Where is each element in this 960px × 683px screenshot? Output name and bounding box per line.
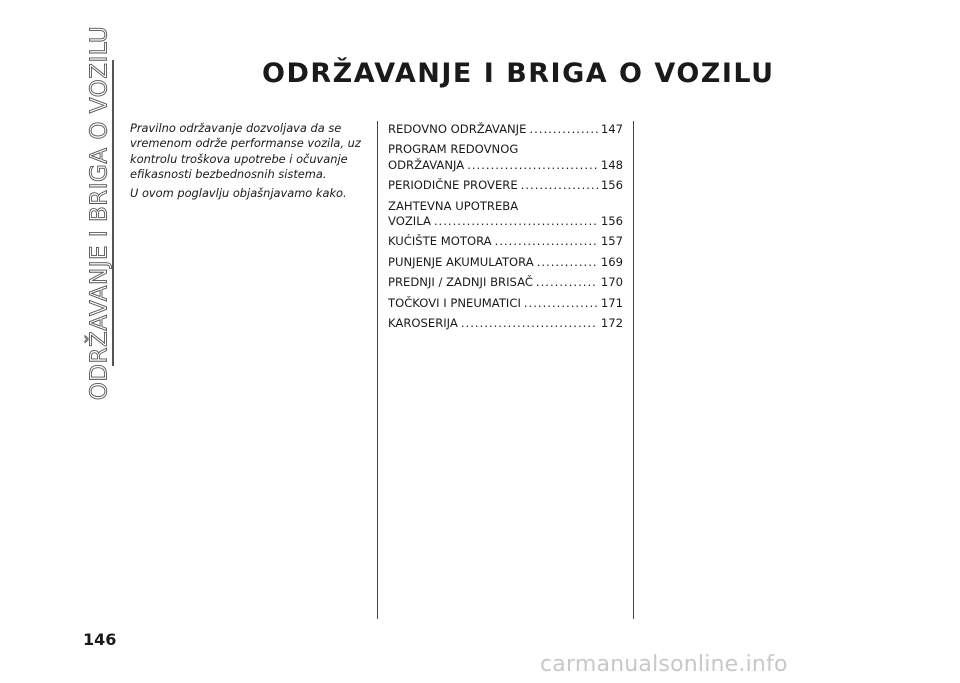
toc-leader: [434, 214, 598, 229]
intro-paragraph: U ovom poglavlju objašnjavamo kako.: [130, 186, 347, 201]
toc-leader: [537, 255, 598, 270]
section-tab-rule: [112, 60, 114, 366]
toc-entry-page: 172: [600, 316, 623, 331]
toc-entry[interactable]: [388, 199, 623, 230]
intro-text: [130, 121, 365, 205]
section-tab: [84, 25, 114, 401]
toc-entry-page: 170: [600, 275, 623, 290]
toc-entry-label: KAROSERIJA: [388, 316, 458, 331]
page-number: 146: [83, 630, 117, 649]
toc-entry[interactable]: [388, 296, 623, 311]
toc-leader: [524, 296, 598, 311]
toc-entry-page: 156: [600, 214, 623, 229]
toc-entry-label: VOZILA: [388, 214, 431, 229]
toc-entry[interactable]: [388, 255, 623, 270]
toc-entry[interactable]: [388, 316, 623, 331]
toc-entry[interactable]: [388, 122, 623, 137]
toc-entry-label: KUĆIŠTE MOTORA: [388, 234, 492, 249]
toc-leader: [536, 275, 598, 290]
intro-paragraph: Pravilno održavanje dozvoljava da se vremenom održe performanse vozila, uz kontrolu troškova upotrebe i očuvanje efikasnosti bezbednosnih sistema.: [130, 121, 361, 181]
toc-entry-page: 169: [600, 254, 623, 269]
toc-entry-label: TOČKOVI I PNEUMATICI: [388, 295, 521, 310]
toc-leader: [495, 234, 598, 249]
toc-entry-label-line1: PROGRAM REDOVNOG: [388, 142, 519, 157]
column-divider-left: [377, 121, 378, 619]
toc-leader: [467, 158, 598, 173]
table-of-contents: [388, 122, 623, 336]
toc-entry[interactable]: [388, 234, 623, 249]
watermark-text: carmanualsonline.info: [540, 652, 788, 677]
toc-entry-label: PREDNJI / ZADNJI BRISAČ: [388, 275, 533, 290]
toc-entry-page: 148: [600, 157, 623, 172]
toc-entry[interactable]: [388, 142, 623, 173]
toc-entry-page: 156: [600, 178, 623, 193]
toc-entry-page: 171: [600, 295, 623, 310]
toc-leader: [529, 122, 597, 137]
toc-entry-label: PERIODIČNE PROVERE: [388, 178, 518, 193]
toc-entry-label: REDOVNO ODRŽAVANJE: [388, 122, 527, 136]
toc-entry-page: 147: [600, 122, 623, 136]
toc-entry[interactable]: [388, 275, 623, 290]
toc-leader: [521, 178, 598, 193]
toc-entry-label: PUNJENJE AKUMULATORA: [388, 254, 534, 269]
column-divider-right: [633, 121, 634, 619]
toc-leader: [461, 316, 598, 331]
section-tab-label: ODRŽAVANJE I BRIGA O VOZILU: [86, 25, 113, 401]
toc-entry-label: ODRŽAVANJA: [388, 157, 465, 172]
toc-entry-page: 157: [600, 234, 623, 249]
toc-entry[interactable]: [388, 178, 623, 193]
page-title: ODRŽAVANJE I BRIGA O VOZILU: [262, 58, 775, 89]
toc-entry-label-line1: ZAHTEVNA UPOTREBA: [388, 198, 519, 213]
